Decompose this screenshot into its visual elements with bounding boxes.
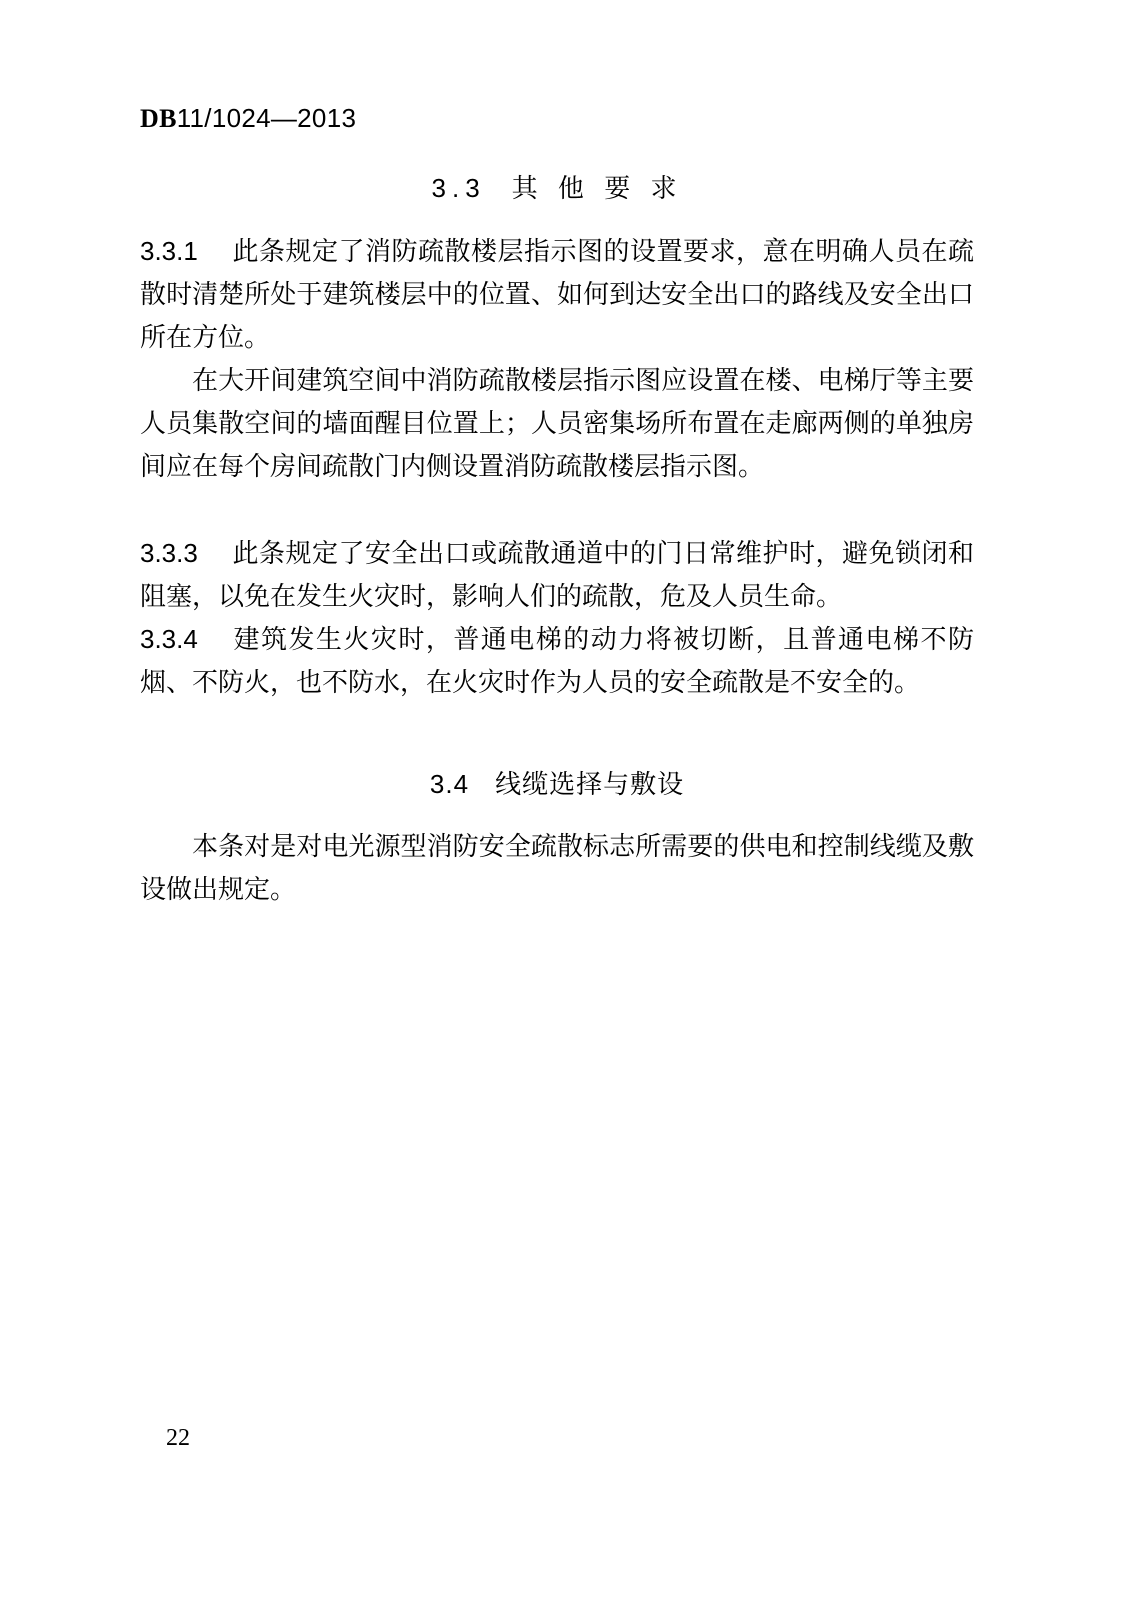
clause-text: 此条规定了安全出口或疏散通道中的门日常维护时，避免锁闭和阻塞，以免在发生火灾时，影响人们的疏散，危及人员生命。 (140, 539, 974, 612)
page-number: 22 (166, 1425, 190, 1451)
document-code (140, 100, 356, 137)
clause-number: 3.3.3 (140, 538, 198, 568)
document-code-prefix: DB (140, 104, 177, 133)
clause-3-3-3 (140, 532, 974, 619)
document-code-number: 11/1024—2013 (176, 103, 357, 133)
paragraph-text: 本条对是对电光源型消防安全疏散标志所需要的供电和控制线缆及敷设做出规定。 (140, 832, 974, 905)
clause-3-3-4 (140, 618, 974, 705)
section-heading-3-3 (140, 170, 974, 207)
section-heading-3-4 (140, 766, 974, 803)
clause-number: 3.3.4 (140, 624, 198, 654)
clause-3-3-1-continuation (140, 360, 974, 489)
paragraph-text: 在大开间建筑空间中消防疏散楼层指示图应设置在楼、电梯厅等主要人员集散空间的墙面醒目位置上；人员密集场所布置在走廊两侧的单独房间应在每个房间疏散门内侧设置消防疏散楼层指示图。 (140, 366, 974, 482)
section-title: 其 他 要 求 (511, 174, 683, 204)
clause-number: 3.3.1 (140, 236, 198, 266)
section-number: 3.3 (431, 173, 486, 203)
section-number: 3.4 (429, 769, 470, 799)
clause-3-3-1 (140, 230, 974, 360)
section-title: 线缆选择与敷设 (495, 770, 685, 800)
clause-text: 此条规定了消防疏散楼层指示图的设置要求，意在明确人员在疏散时清楚所处于建筑楼层中的位置、如何到达安全出口的路线及安全出口所在方位。 (140, 237, 974, 353)
section-3-4-paragraph (140, 826, 974, 912)
clause-text: 建筑发生火灾时，普通电梯的动力将被切断，且普通电梯不防烟、不防火，也不防水，在火灾时作为人员的安全疏散是不安全的。 (140, 625, 974, 698)
